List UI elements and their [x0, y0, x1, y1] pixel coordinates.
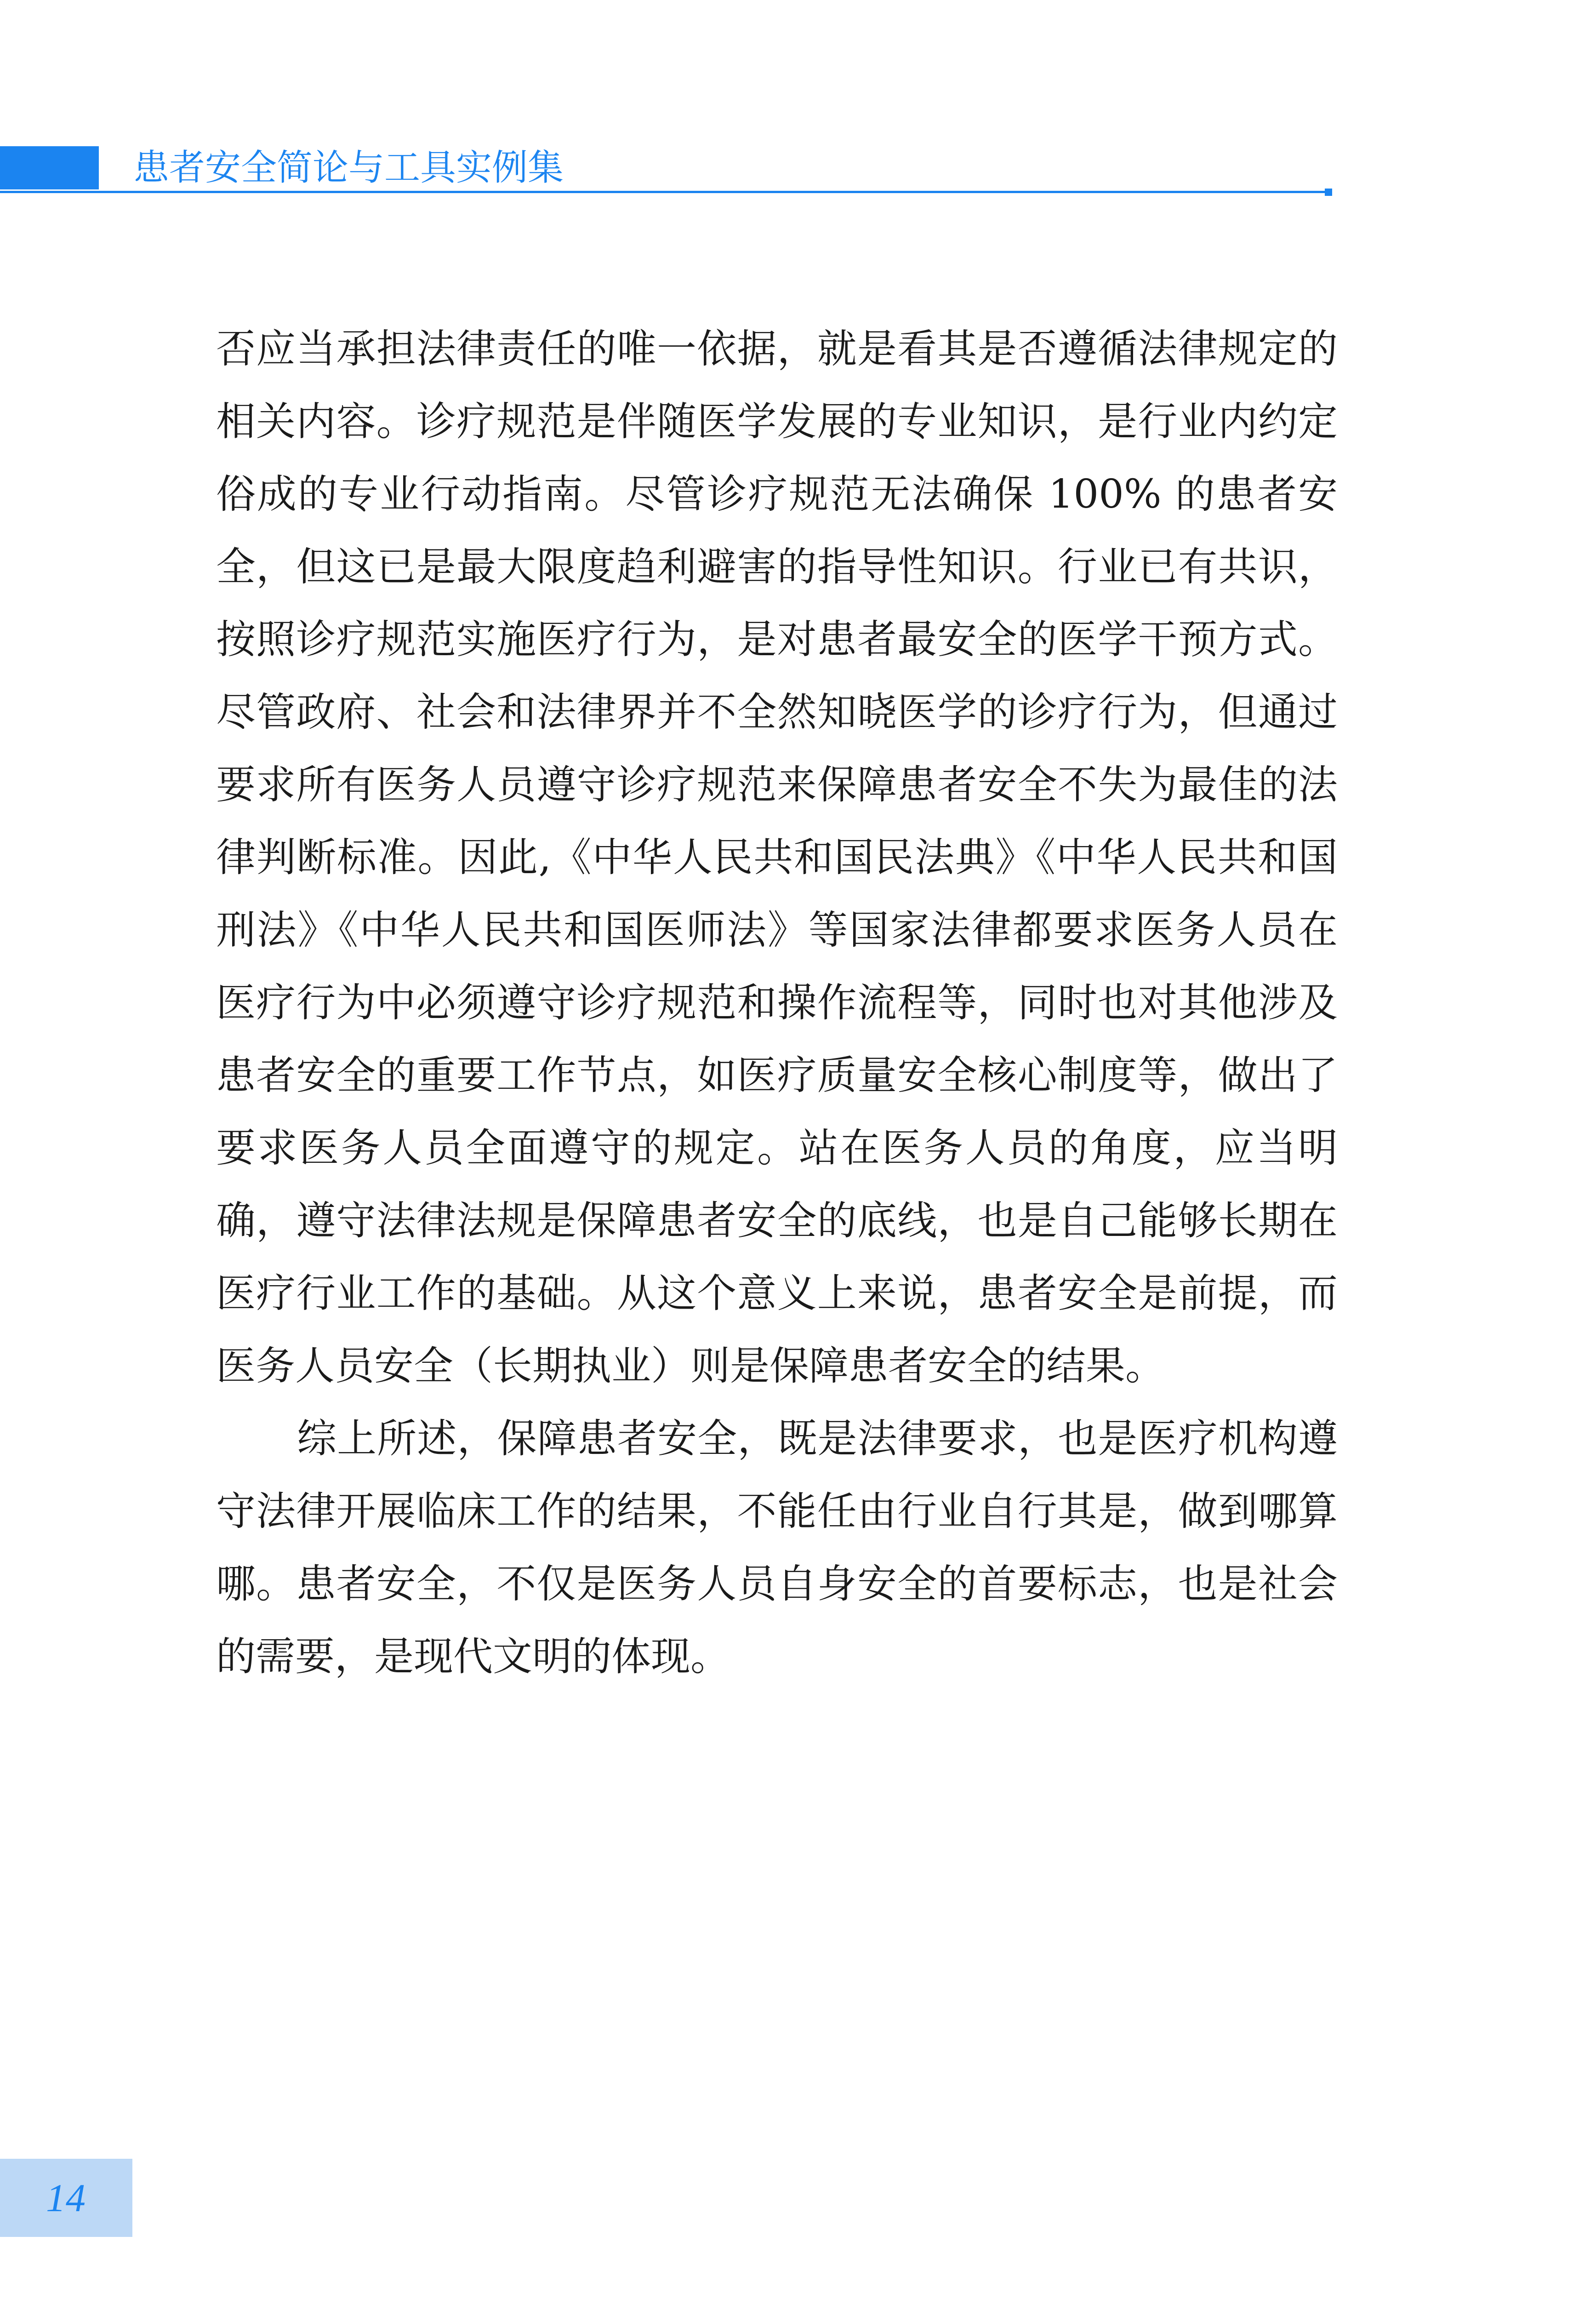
running-header-title: 患者安全简论与工具实例集 — [133, 147, 564, 189]
paragraph-conclusion: 综上所述，保障患者安全，既是法律要求，也是医疗机构遵守法律开展临床工作的结果，不能任由行业自行其是，做到哪算哪。患者安全，不仅是医务人员自身安全的首要标志，也是社会的需要，是现代文明的体现。 — [216, 1416, 1338, 1680]
body-text — [216, 313, 1338, 1693]
header-accent-bar — [0, 146, 99, 189]
page-number: 14 — [46, 2176, 86, 2220]
header-rule — [0, 191, 1328, 193]
paragraph-continued: 否应当承担法律责任的唯一依据，就是看其是否遵循法律规定的相关内容。诊疗规范是伴随医学发展的专业知识，是行业内约定俗成的专业行动指南。尽管诊疗规范无法确保 100% 的患者安全，但这已是最大限度趋利避害的指导性知识。行业已有共识，按照诊疗规范实施医疗行为，是对患者最安全的医学干预方式。尽管政府、社会和法律界并不全然知晓医学的诊疗行为，但通过要求所有医务人员遵守诊疗规范来保障患者安全不失为最佳的法律判断标准。因此,《中华人民共和国民法典》《中华人民共和国刑法》《中华人民共和国医师法》等国家法律都要求医务人员在医疗行为中必须遵守诊疗规范和操作流程等，同时也对其他涉及患者安全的重要工作节点，如医疗质量安全核心制度等，做出了要求医务人员全面遵守的规定。站在医务人员的角度，应当明确，遵守法律法规是保障患者安全的底线，也是自己能够长期在医疗行业工作的基础。从这个意义上来说，患者安全是前提，而医务人员安全（长期执业）则是保障患者安全的结果。 — [216, 326, 1338, 1389]
page-number-box — [0, 2159, 132, 2237]
header-rule-end-dot — [1325, 189, 1332, 196]
